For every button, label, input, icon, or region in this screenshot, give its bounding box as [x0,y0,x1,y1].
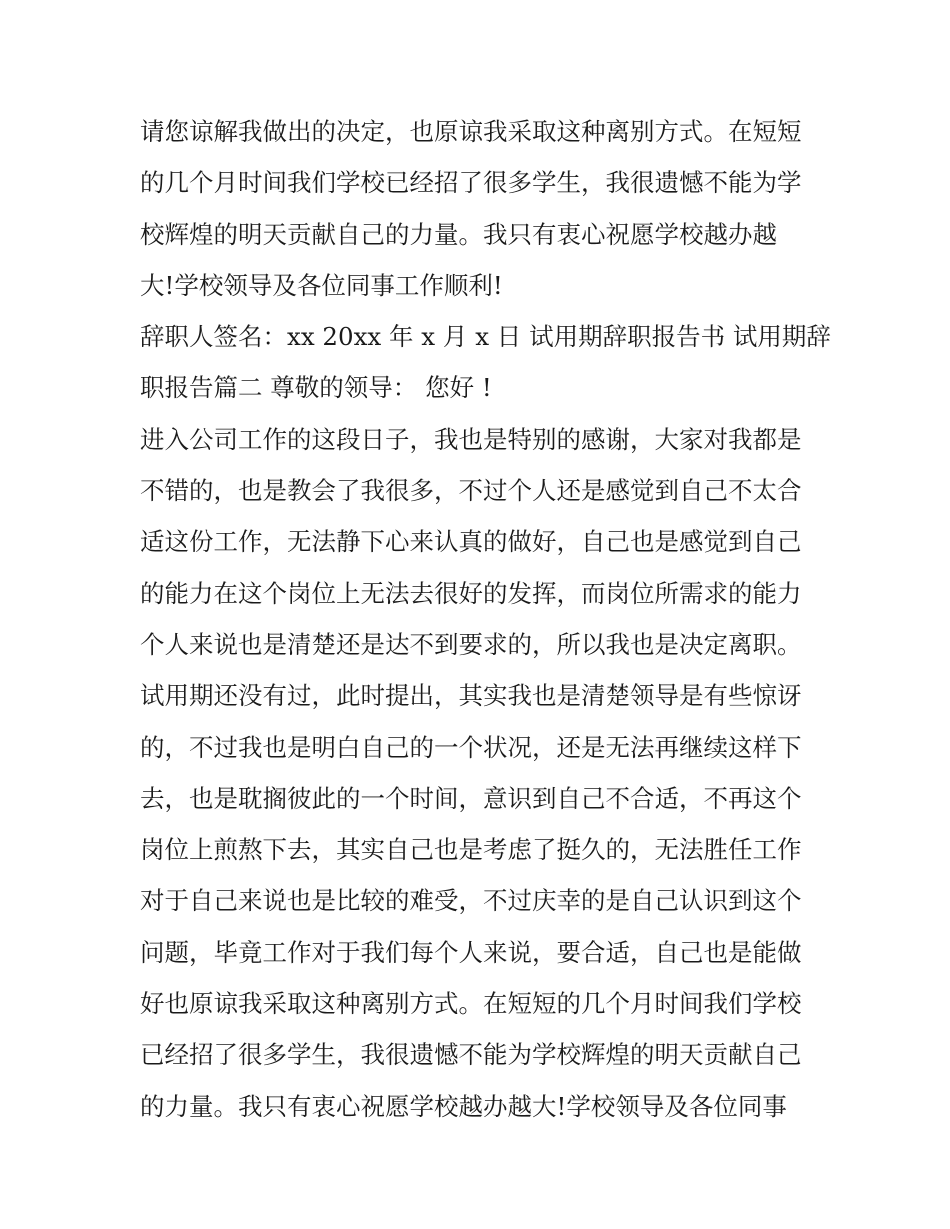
text-line: 试用期还没有过，此时提出，其实我也是清楚领导是有些惊讶 [140,681,802,711]
text-line: 个人来说也是清楚还是达不到要求的，所以我也是决定离职。 [140,629,802,659]
text-line: 适这份工作，无法静下心来认真的做好，自己也是感觉到自己 [140,527,802,557]
text-line: 的能力在这个岗位上无法去很好的发挥，而岗位所需求的能力 [140,578,802,608]
text-line: 岗位上煎熬下去，其实自己也是考虑了挺久的，无法胜任工作 [140,835,802,865]
text-line: 大!学校领导及各位同事工作顺利! [140,270,503,300]
text-line: 的力量。我只有衷心祝愿学校越办越大!学校领导及各位同事 [140,1091,787,1121]
text-line: 的，不过我也是明白自己的一个状况，还是无法再继续这样下 [140,732,802,762]
text-line: 不错的，也是教会了我很多，不过个人还是感觉到自己不太合 [140,476,802,506]
text-line: 进入公司工作的这段日子，我也是特别的感谢，大家对我都是 [140,424,802,454]
text-line: 职报告篇二 尊敬的领导： 您好 ! [140,373,492,403]
text-line: 对于自己来说也是比较的难受，不过庆幸的是自己认识到这个 [140,886,802,916]
document-body [140,106,831,1132]
text-line: 去，也是耽搁彼此的一个时间，意识到自己不合适，不再这个 [140,783,802,813]
text-line: 已经招了很多学生，我很遗憾不能为学校辉煌的明天贡献自己 [140,1040,802,1070]
text-line: 校辉煌的明天贡献自己的力量。我只有衷心祝愿学校越办越 [140,219,777,249]
text-line: 的几个月时间我们学校已经招了很多学生，我很遗憾不能为学 [140,168,802,198]
text-line: 问题，毕竟工作对于我们每个人来说，要合适，自己也是能做 [140,937,802,967]
text-line: 请您谅解我做出的决定，也原谅我采取这种离别方式。在短短 [140,117,802,146]
signature-line: 辞职人签名：xx 20xx 年 x 月 x 日 试用期辞职报告书 试用期辞 [140,322,831,352]
text-line: 好也原谅我采取这种离别方式。在短短的几个月时间我们学校 [140,989,802,1019]
